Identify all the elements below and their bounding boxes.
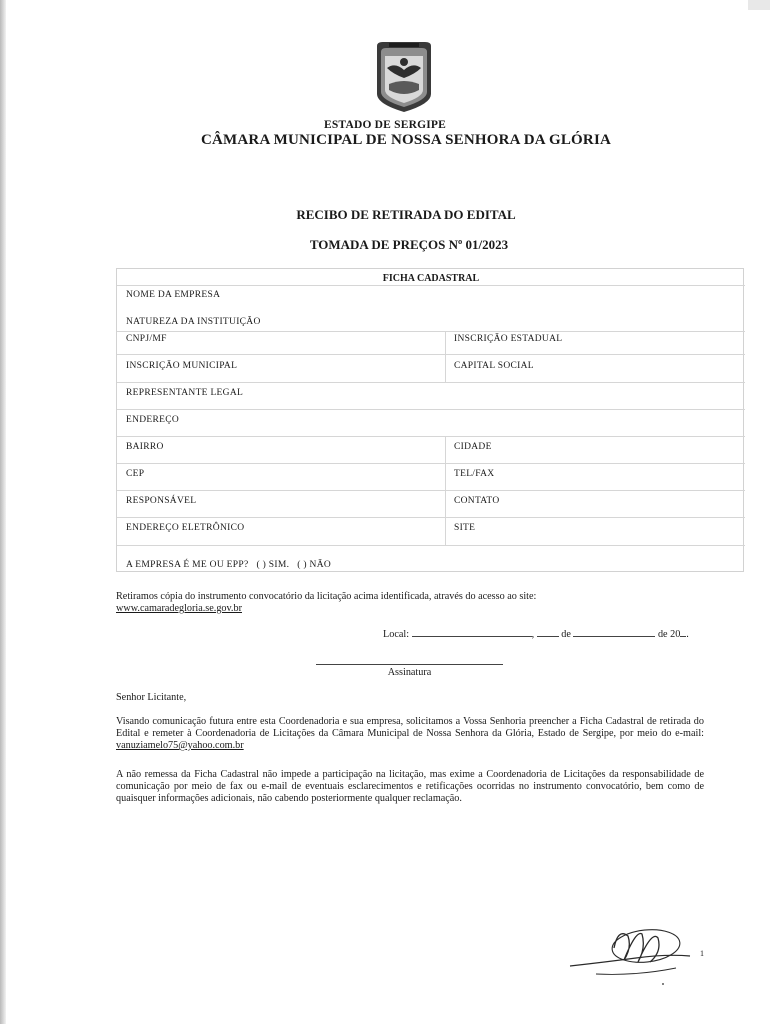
chamber-name: CÂMARA MUNICIPAL DE NOSSA SENHORA DA GLÓRIA bbox=[200, 132, 612, 148]
receipt-title: RECIBO DE RETIRADA DO EDITAL bbox=[296, 207, 516, 222]
me-epp-question-label: A EMPRESA É ME OU EPP? bbox=[126, 560, 249, 570]
institution-nature-field: NATUREZA DA INSTITUIÇÃO bbox=[126, 317, 261, 327]
me-epp-no-option: ( ) NÃO bbox=[297, 560, 332, 570]
local-label: Local: bbox=[383, 629, 410, 640]
responsible-field: RESPONSÁVEL bbox=[126, 496, 197, 506]
form-divider bbox=[117, 490, 745, 491]
year-suffix: . bbox=[686, 629, 689, 640]
contact-field: CONTATO bbox=[454, 496, 500, 506]
me-epp-question bbox=[126, 560, 331, 570]
receipt-statement bbox=[116, 591, 704, 615]
month-blank bbox=[573, 628, 655, 637]
registration-form bbox=[116, 268, 744, 572]
cnpj-field: CNPJ/MF bbox=[126, 334, 167, 344]
form-divider bbox=[117, 517, 745, 518]
disclaimer-paragraph: A não remessa da Ficha Cadastral não impede a participação na licitação, mas exime a Coordenadoria de Licitações da responsabilidade de comunicação por meio de fax ou e-mail de eventuais esclarecimentos e retificações ocorridas no instrumento convocatório, bem como de quaisquer informações adicionais, não cabendo posteriormente qualquer reclamação. bbox=[116, 769, 704, 804]
contact-email: vanuziamelo75@yahoo.com.br bbox=[116, 740, 244, 751]
form-divider bbox=[117, 463, 745, 464]
signature-label: Assinatura bbox=[387, 667, 432, 678]
year-prefix: de 20 bbox=[657, 629, 681, 640]
form-divider bbox=[117, 436, 745, 437]
scan-corner-mark bbox=[748, 0, 770, 10]
request-paragraph-text: Visando comunicação futura entre esta Coordenadoria e sua empresa, solicitamos a Vossa Senhoria preencher a Ficha Cadastral de retirada do Edital e remeter à Coordenadoria de Licitações da Câmara Municipal de Nossa Senhora da Glória, Estado de Sergipe, por meio do e-mail: bbox=[116, 716, 704, 739]
state-name: ESTADO DE SERGIPE bbox=[323, 119, 447, 131]
form-column-divider bbox=[445, 331, 446, 382]
district-field: BAIRRO bbox=[126, 442, 164, 452]
form-divider bbox=[117, 409, 745, 410]
receipt-statement-text: Retiramos cópia do instrumento convocatório da licitação acima identificada, através do acesso ao site: bbox=[116, 591, 537, 602]
form-column-divider bbox=[445, 436, 446, 545]
municipal-registration-field: INSCRIÇÃO MUNICIPAL bbox=[126, 361, 238, 371]
company-name-field: NOME DA EMPRESA bbox=[126, 290, 221, 300]
greeting: Senhor Licitante, bbox=[116, 692, 187, 703]
municipal-crest-icon bbox=[373, 40, 435, 114]
zip-field: CEP bbox=[126, 469, 145, 479]
day-blank bbox=[537, 628, 559, 637]
address-field: ENDEREÇO bbox=[126, 415, 180, 425]
local-blank bbox=[412, 628, 532, 637]
email-address-field: ENDEREÇO ELETRÔNICO bbox=[126, 523, 245, 533]
de-label: de bbox=[561, 629, 571, 640]
form-divider bbox=[117, 285, 745, 286]
me-epp-yes-option: ( ) SIM. bbox=[256, 560, 290, 570]
share-capital-field: CAPITAL SOCIAL bbox=[454, 361, 534, 371]
form-divider bbox=[117, 354, 745, 355]
legal-representative-field: REPRESENTANTE LEGAL bbox=[126, 388, 244, 398]
form-divider bbox=[117, 545, 745, 546]
form-divider bbox=[117, 331, 745, 332]
phone-fax-field: TEL/FAX bbox=[454, 469, 495, 479]
site-field: SITE bbox=[454, 523, 476, 533]
request-paragraph bbox=[116, 716, 704, 752]
form-title: FICHA CADASTRAL bbox=[382, 273, 480, 284]
chamber-website-link: www.camaradegloria.se.gov.br bbox=[116, 603, 242, 614]
city-field: CIDADE bbox=[454, 442, 492, 452]
local-date-line bbox=[383, 628, 706, 640]
tender-title: TOMADA DE PREÇOS Nº 01/2023 bbox=[309, 237, 509, 252]
scan-edge-shadow bbox=[0, 0, 6, 1024]
page-number: 1 bbox=[700, 949, 704, 958]
handwritten-signature-icon bbox=[566, 918, 696, 988]
state-registration-field: INSCRIÇÃO ESTADUAL bbox=[454, 334, 563, 344]
signature-line bbox=[316, 664, 503, 665]
form-divider bbox=[117, 382, 745, 383]
local-comma: , bbox=[531, 629, 535, 640]
